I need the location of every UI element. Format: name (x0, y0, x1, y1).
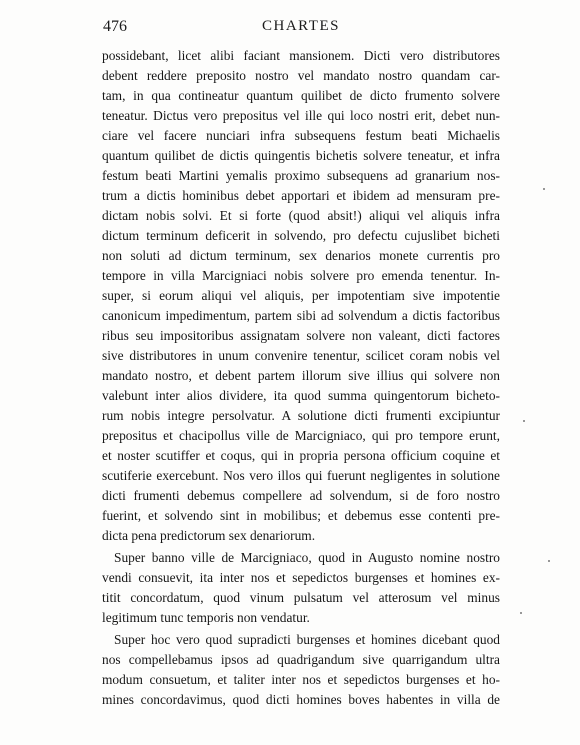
text-line: scutiferie exercebunt. Nos vero illos qui fuerunt negligentes in solutione (102, 468, 500, 483)
text-line: trum a dictis hominibus debet apportari et ibidem ad mensuram pre- (102, 188, 500, 203)
paragraph (102, 46, 500, 546)
text-line: Super hoc vero quod supradicti burgenses et homines dicebant quod (114, 632, 500, 647)
text-line: tam, in qua contineatur quantum quilibet de dicto frumento solvere (102, 88, 500, 103)
text-line: modum consuetum, et taliter inter nos et sepedictos burgenses et ho- (102, 672, 500, 687)
text-line: possidebant, licet alibi faciant mansionem. Dicti vero distributores (102, 48, 500, 63)
text-line: mines concordavimus, quod dicti homines boves habentes in villa de (102, 692, 500, 707)
paragraph (102, 548, 500, 628)
text-line: prepositus et chacipollus ville de Marcigniaco, qui pro tempore erunt, (102, 428, 500, 443)
text-line: dictum terminum deficerit in solvendo, pro defectu cujuslibet bicheti (102, 228, 500, 243)
text-line: dicta pena predictorum sex denariorum. (102, 528, 316, 543)
text-line: et noster scutiffer et coqus, qui in propria persona officium coquine et (102, 448, 500, 463)
running-title: CHARTES (262, 18, 340, 34)
scan-speck (543, 188, 545, 190)
body-text (102, 46, 500, 710)
text-line: dicti frumenti debemus compellere ad solvendum, si de foro nostro (102, 488, 500, 503)
text-line: vendi consuevit, ita inter nos et sepedictos burgenses et homines ex- (102, 570, 500, 585)
text-line: teneatur. Dictus vero prepositus vel ille qui loco nostri erit, debet nun- (102, 108, 500, 123)
text-line: Super banno ville de Marcigniaco, quod in Augusto nomine nostro (114, 550, 500, 565)
page-header (103, 18, 499, 40)
text-line: tempore in villa Marcigniaci nobis solvere pro emenda tenentur. In- (102, 268, 500, 283)
scan-speck (523, 420, 525, 422)
scan-speck (520, 612, 522, 614)
text-line: fuerint, et solvendo sint in mobilibus; et debemus esse contenti pre- (102, 508, 500, 523)
text-line: rum nobis integre persolvatur. A solutione dicti frumenti excipiuntur (102, 408, 500, 423)
text-line: sive distributores in unum convenire tenentur, scilicet coram nobis vel (102, 348, 500, 363)
text-line: titit concordatum, quod vinum pulsatum vel atterosum vel minus (102, 590, 500, 605)
text-line: ribus seu impositoribus assignatam solvere non valeant, dicti factores (102, 328, 500, 343)
text-line: legitimum tunc temporis non vendatur. (102, 610, 310, 625)
text-line: canonicum impedimentum, partem sibi ad solvendum a dictis factoribus (102, 308, 500, 323)
text-line: nos compellebamus ipsos ad quadrigandum sive quarrigandum ultra (102, 652, 500, 667)
text-line: debent reddere preposito nostro vel mandato nostro quandam car- (102, 68, 500, 83)
text-line: dictam nobis solvi. Et si forte (quod absit!) aliqui vel aliquis infra (102, 208, 500, 223)
text-line: super, si eorum aliqui vel aliquis, per impotentiam sive impotentie (102, 288, 500, 303)
text-line: non soluti ad dictum terminum, sex denarios monete currentis pro (102, 248, 500, 263)
text-line: ciare vel facere nunciari infra subsequens festum beati Michaelis (102, 128, 500, 143)
text-line: quantum quilibet de dictis quingentis bichetis solvere teneatur, et infra (102, 148, 500, 163)
paragraph (102, 630, 500, 710)
text-line: mandato nostro, et debent partem illorum sive illius qui solvere non (102, 368, 500, 383)
scan-speck (548, 560, 550, 562)
text-line: valebunt inter alios dividere, ita quod summa quingentorum bicheto- (102, 388, 500, 403)
page-number: 476 (103, 18, 127, 35)
text-line: festum beati Martini yemalis proximo subsequens ad granarium nos- (102, 168, 500, 183)
